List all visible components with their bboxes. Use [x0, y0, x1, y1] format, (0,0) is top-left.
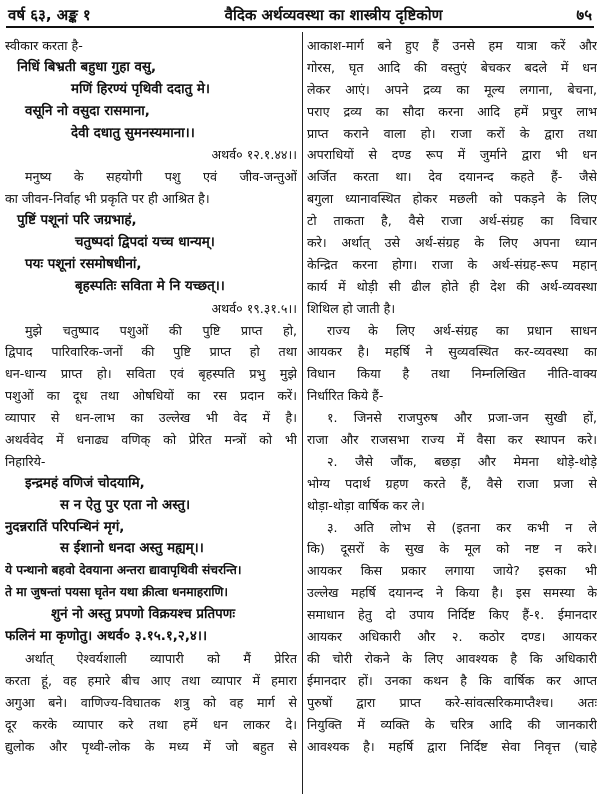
paragraph-line: निर्धारित किये हैं- — [307, 388, 384, 404]
paragraph-line: द्युलोक और पृथ्वी-लोक के मध्य में जो बहुत से — [5, 738, 297, 754]
verse-line: फलिनं मा कृणोतु। अथर्व० ३.१५.१,२,४।। — [5, 629, 208, 645]
verse-line: ये पन्थानो बहवो देवयाना अन्तरा द्यावापृथिवी संचरन्ति। — [5, 563, 242, 578]
paragraph-line: उल्लेख महर्षि दयानन्द ने किया है। इस समस्या के — [307, 585, 597, 601]
page-header — [6, 4, 594, 28]
verse-line: चतुष्पदां द्विपदां यच्च धान्यम्। — [75, 235, 215, 251]
paragraph-line: आयकर है। महर्षि ने सुव्यवस्थित कर-व्यवस्था का — [307, 344, 597, 360]
list-item: ३. अति लोभ से (इतना कर कभी न ले — [327, 519, 597, 535]
paragraph-line: करे। अर्थात् उसे अर्थ-संग्रह के लिए अपना ध्यान — [307, 235, 597, 251]
left-column — [5, 35, 297, 794]
paragraph-line: निहारिये- — [5, 453, 46, 469]
paragraph-line: नियुक्ति में व्यक्ति के चरित्र आदि की जानकारी — [307, 716, 597, 732]
paragraph-line: अगुआ बने। वाणिज्य-विघातक शत्रु को वह मार्ग से — [5, 694, 297, 710]
paragraph-line: मनुष्य के सहयोगी पशु एवं जीव-जन्तुओं — [25, 169, 297, 185]
list-item: भोग्य पदार्थ ग्रहण करते हैं, वैसे राजा प्रजा से — [307, 475, 597, 491]
paragraph-line: द्विपाद पारिवारिक-जनों की पुष्टि प्राप्त हो तथा — [5, 344, 297, 360]
paragraph-line: प्राप्त कराने वाला हो। राजा करों के द्वारा तथा — [307, 125, 597, 141]
paragraph-line: अपराधियों से दण्ड रूप में जुर्माने द्वारा भी धन — [307, 147, 597, 163]
paragraph-line: लेकर आएं। अपने द्रव्य का मूल्य लगाना, बेचना, — [307, 81, 597, 97]
paragraph-line: अर्थात् ऐश्वर्यशाली व्यापारी को मैं प्रेरित — [25, 650, 297, 666]
page-number: ७५ — [576, 6, 592, 24]
verse-reference: अथर्व० १२.१.४४।। — [211, 147, 297, 163]
paragraph-line: समाधान हेतु दो उपाय निर्दिष्ट किए हैं-१. ईमानदार — [307, 607, 597, 623]
paragraph-line: ईमानदार हों। उनका कथन है कि वार्षिक कर आप्त — [307, 672, 597, 688]
volume-issue: वर्ष ६३, अङ्क १ — [8, 6, 91, 24]
verse-line: पुष्टिं पशूनां परि जग्रभाहं, — [17, 213, 137, 229]
verse-line: देवी दधातु सुमनस्यमाना।। — [71, 125, 195, 141]
paragraph-line: आकाश-मार्ग बने हुए हैं उनसे हम यात्रा करें और — [307, 38, 597, 53]
verse-line: नुदन्नरातिं परिपन्थिनं मृगं, — [5, 519, 125, 535]
paragraph-line: केन्द्रित करना होगा। राजा के अर्थ-संग्रह-रूप महान् — [307, 256, 597, 272]
verse-line: इन्द्रमहं वणिजं चोदयामि, — [25, 475, 145, 491]
paragraph-line: पशुओं का दूध तथा ओषधियों का रस प्रदान करें। — [5, 388, 297, 404]
paragraph-line: की चोरी रोकने के लिए आवश्यक है कि अधिकारी — [307, 650, 597, 666]
verse-reference: अथर्व० १९.३१.५।। — [211, 300, 297, 316]
paragraph-line: व्यापार से धन-लाभ का उल्लेख भी वेद में है। — [5, 410, 297, 426]
paragraph-line: शिथिल हो जाती है। — [307, 300, 396, 316]
paragraph-line: अर्जित करता था। देव दयानन्द कहते हैं- जैसे — [307, 169, 597, 185]
paragraph-line: मुझे चतुष्पाद पशुओं की पुष्टि प्राप्त हो, — [25, 322, 297, 338]
verse-line: निधिं बिभ्रती बहुधा गुहा वसु, — [17, 59, 157, 75]
article-title: वैदिक अर्थव्यवस्था का शास्त्रीय दृष्टिकोण — [224, 6, 443, 24]
paragraph-line: राज्य के लिए अर्थ-संग्रह का प्रधान साधन — [327, 322, 597, 338]
text-line: स्वीकार करता है- — [5, 38, 83, 53]
paragraph-line: कार्य में थोड़ी सी ढील होते ही देश की अर्थ-व्यवस्था — [307, 278, 597, 294]
list-item: २. जैसे जौंक, बछड़ा और मेमना थोड़े-थोड़े — [327, 453, 597, 469]
paragraph-line: दूर करके व्यापार करे तथा हमें धन लाकर दे। — [5, 716, 297, 732]
list-item: राजा और राजसभा राज्य में वैसा कर स्थापन करे। — [307, 432, 597, 448]
paragraph-line: धन-धान्य प्राप्त हो। सविता एवं बृहस्पति प्रभु मुझे — [5, 366, 297, 382]
verse-line: पयः पशूनां रसमोषधीनां, — [25, 256, 142, 272]
paragraph-line: का जीवन-निर्वाह भी प्रकृति पर ही आश्रित है। — [5, 191, 210, 207]
verse-line: स ईशानो धनदा अस्तु मह्यम्।। — [60, 541, 204, 557]
list-item: कि) दूसरों के सुख के मूल को नष्ट न करे। — [307, 541, 597, 557]
list-item: थोड़ा-थोड़ा वार्षिक कर ले। — [307, 497, 425, 513]
verse-line: ते मा जुषन्तां पयसा घृतेन यथा क्रीत्वा धनमाहराणि। — [5, 585, 228, 600]
paragraph-line: गोरस, घृत आदि की वस्तुएं बेचकर बदले में धन — [307, 59, 597, 75]
verse-line: शुनं नो अस्तु प्रपणो विक्रयश्च प्रतिपणः — [51, 607, 236, 623]
paragraph-line: आयकर किस प्रकार लगाया जाये? इसका भी — [307, 563, 597, 579]
verse-line: मणिं हिरण्यं पृथिवी ददातु मे। — [71, 81, 210, 97]
paragraph-line: विधान किया है तथा निम्नलिखित नीति-वाक्य — [307, 366, 597, 382]
paragraph-line: टो ताकता है, वैसे राजा अर्थ-संग्रह का विचार — [307, 213, 597, 229]
verse-line: बृहस्पतिः सविता मे नि यच्छत्।। — [75, 278, 225, 294]
paragraph-line: आवश्यक है। महर्षि द्वारा निर्दिष्ट सेवा निवृत्त (चाहे — [307, 738, 597, 754]
paragraph-line: करता हूं, वह हमारे बीच आए तथा व्यापार में हमारा — [5, 672, 297, 688]
verse-line: स न ऐतु पुर एता नो अस्तु। — [60, 497, 191, 513]
paragraph-line: पराए द्रव्य का सौदा करना आदि हमें प्रचुर लाभ — [307, 103, 597, 119]
paragraph-line: आयकर अधिकारी और २. कठोर दण्ड। आयकर — [307, 629, 597, 645]
column-divider — [302, 32, 303, 794]
paragraph-line: पुरुषों द्वारा प्राप्त करे-सांवत्सरिकमाप्तैश्च। अतः — [307, 694, 597, 710]
paragraph-line: बगुला ध्यानावस्थित होकर मछली को पकड़ने के लिए — [307, 191, 597, 207]
verse-line: वसूनि नो वसुदा रासमाना, — [25, 103, 150, 119]
list-item: १. जिनसे राजपुरुष और प्रजा-जन सुखी हों, — [327, 410, 597, 426]
paragraph-line: अथर्ववेद में धनाढ्य वणिक् को प्रेरित मन्त्रों को भी — [5, 432, 297, 448]
right-column — [307, 35, 597, 794]
